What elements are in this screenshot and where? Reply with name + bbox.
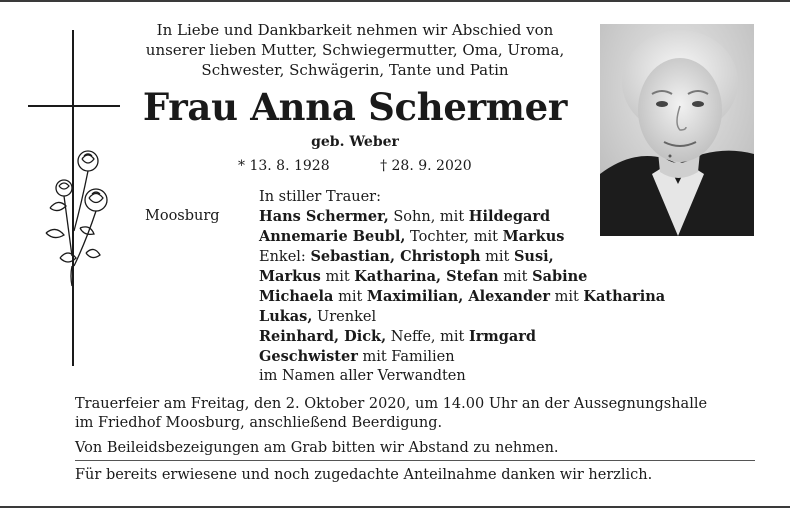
funeral-info xyxy=(75,395,755,458)
mourner-list xyxy=(259,207,705,386)
mourners-list-row xyxy=(145,207,705,386)
intro-line: unserer lieben Mutter, Schwiegermutter, Oma, Uroma, xyxy=(145,41,565,59)
mourner-text: mit Familien xyxy=(357,349,455,365)
mourner-text: im Namen aller Verwandten xyxy=(259,368,466,384)
condolence-request: Von Beileidsbezeigungen am Grab bitten wir Abstand zu nehmen. xyxy=(75,440,559,456)
mourner-name: Annemarie Beubl, xyxy=(259,228,406,245)
funeral-line: Trauerfeier am Freitag, den 2. Oktober 2020, um 14.00 Uhr an der Aussegnungshalle xyxy=(75,396,708,412)
thanks-text: Für bereits erwiesene und noch zugedachte Anteilnahme danken wir herzlich. xyxy=(75,467,653,483)
mourner-name: Michaela xyxy=(259,288,334,305)
deceased-name: Frau Anna Schermer xyxy=(142,85,568,129)
mourner-text: Sohn, mit xyxy=(388,209,469,225)
mourner-name: Hildegard xyxy=(468,208,551,225)
mourner-name: Markus xyxy=(502,228,565,245)
mourner-name: Katharina xyxy=(583,288,666,305)
mourner-text: mit xyxy=(333,289,367,305)
mourner-line xyxy=(259,327,705,347)
mourner-text: mit xyxy=(498,269,533,285)
mourner-text: Tochter, mit xyxy=(405,229,503,245)
mourner-text: Enkel: xyxy=(259,249,311,265)
mourner-name: Katharina, Stefan xyxy=(354,268,499,285)
intro-text xyxy=(118,20,592,80)
mourner-line xyxy=(259,267,705,287)
mourners-heading-row xyxy=(145,188,705,207)
mourner-name: Hans Schermer, xyxy=(259,208,389,225)
mourner-name: Lukas, xyxy=(259,308,313,325)
mourner-text: Neffe, mit xyxy=(386,329,469,345)
mourner-name: Irmgard xyxy=(468,328,537,345)
mourner-line xyxy=(259,207,705,227)
funeral-line: im Friedhof Moosburg, anschließend Beerdigung. xyxy=(75,415,443,431)
mourner-text: Urenkel xyxy=(312,309,377,325)
top-border xyxy=(0,0,790,2)
mourner-name: Susi, xyxy=(513,248,554,265)
cross-with-roses-icon xyxy=(20,28,130,368)
mourner-name: Geschwister xyxy=(259,348,358,365)
intro-line: Schwester, Schwägerin, Tante und Patin xyxy=(201,61,509,79)
mourners-heading: In stiller Trauer: xyxy=(259,189,381,205)
mourner-line xyxy=(259,367,705,386)
intro-line: In Liebe und Dankbarkeit nehmen wir Abschied von xyxy=(156,21,554,39)
mourner-line xyxy=(259,347,705,367)
death-date: † 28. 9. 2020 xyxy=(380,158,472,174)
mourner-text: mit xyxy=(320,269,355,285)
mourner-name: Sabine xyxy=(532,268,588,285)
mourner-name: Markus xyxy=(259,268,321,285)
mourner-text: mit xyxy=(549,289,584,305)
mourner-name: Maximilian, Alexander xyxy=(366,288,550,305)
divider xyxy=(75,460,755,461)
mourner-name: Sebastian, Christoph xyxy=(310,248,481,265)
mourner-line xyxy=(259,307,705,327)
mourner-text: mit xyxy=(480,249,514,265)
mourner-name: Reinhard, Dick, xyxy=(259,328,387,345)
birth-name: geb. Weber xyxy=(311,134,399,150)
mourner-line xyxy=(259,287,705,307)
mourner-line xyxy=(259,247,705,267)
life-dates xyxy=(238,158,472,174)
mourner-line xyxy=(259,227,705,247)
mourners-section xyxy=(145,188,705,386)
place-name: Moosburg xyxy=(145,208,220,224)
birth-date: * 13. 8. 1928 xyxy=(238,158,330,174)
